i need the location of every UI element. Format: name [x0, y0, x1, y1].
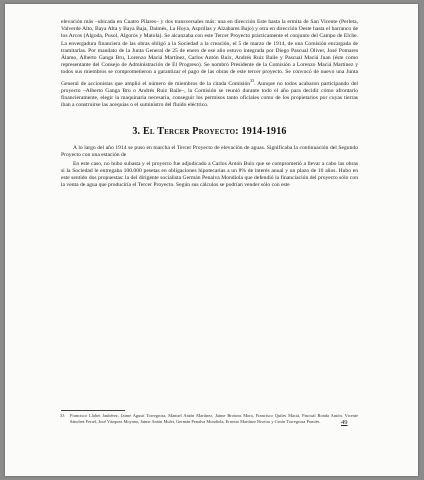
footnote-text: Francisco Llobet Jaubérez, Jaime Agustí Torregrosa, Manuel Antón Martínez, Jaime Brotons Mora, Francisco Quiles Maciá, Pascual Ronda Antón, Vicente Sánchez Ferrel, José Vázquez Moyano, Jaime Antón Mulet, Germán Penalva Mondiola, Ernesto Martínez Riveiro y Cerón Torregrosa Pomiés.	[70, 413, 358, 424]
section-body	[61, 145, 358, 190]
document-page	[5, 4, 418, 476]
footnote-ref: 33	[250, 77, 255, 83]
heading-number: 3.	[132, 126, 141, 137]
heading-title: El Tercer Proyecto: 1914-1916	[142, 126, 287, 137]
footnote-divider	[61, 410, 125, 411]
footnote	[61, 413, 358, 425]
paragraph-2: En este caso, no hubo subasta y el proyecto fue adjudicado a Carlos Antón Buix que se comprometió a llevar a cabo las obras si la Sociedad le entregaba 100.000 pesetas en obligaciones hipotecarias a un 8% de interés anual y un plazo de 10 años. Hubo en este sentido dos propuestas: la del dirigente socialista Germán Penalva Mondiola que defendió la financiación del proyecto sólo con la venta de agua que produciría el Tercer Proyecto. Según sus cálculos se podrían vender sólo con este	[61, 160, 358, 189]
page-number: 49	[341, 419, 348, 426]
section-heading	[61, 126, 358, 137]
intro-text: elevación más –ubicada en Cuatro Pilares– y dos transversales más: una en dirección Este hasta la ermita de San Vicente (Perleta, Valverde Alto, Baya Alta y Baya Baja, Daimés, La Hoya, Asprillas y Alzabares Bajo) y otra en dirección Oeste hasta el barranco de los Arcos (Algoda, Pusol, Algorós y Matola). Se alcanzaba con este Tercer Proyecto prácticamente el conjunto del Campo de Elche. La envergadura financiera de las obras obligó a la Sociedad a la creación, el 5 de marzo de 1914, de una Comisión encargada de tramitarlas. Por mandato de la Junta General de 25 de enero de ese año estuvo integrada por Diego Pascual Oliver, José Pomares Álamo, Alberto Ganga Bru, Lorenzo Maciá Martínez, Carlos Antón Buix, Andrés Ruiz Baile y Pascual Maciá Juan (éste como representante del Consejo de Administración de El Progreso). Se nombró Presidente de la Comisión a Lorenzo Maciá Martínez y todos sus miembros se comprometieron a garantizar el pago de las obras de este tercer proyecto. Se convocó de nuevo una Junta General de accionistas que amplió el número de miembros de la citada Comisión	[61, 19, 358, 87]
intro-text-2: . Aunque no todos acabaron participando del proyecto –Alberto Ganga Bru o Andrés Ruiz Baile–, la Comisión se reunió durante todo el año para decidir cómo afrontarlo financieramente, elegir la maquinaria necesaria, conseguir los permisos tanto oficiales como de los propietarios por cuyas tierras iban a construirse las acequias o el suministro del fluido eléctrico.	[61, 80, 358, 109]
footnote-number: 33	[60, 413, 65, 418]
paragraph-1: A lo largo del año 1914 se puso en marcha el Tercer Proyecto de elevación de aguas. Significaba la continuación del Segundo Proyecto con una estación de	[61, 145, 358, 159]
body-text-continued	[61, 19, 358, 109]
